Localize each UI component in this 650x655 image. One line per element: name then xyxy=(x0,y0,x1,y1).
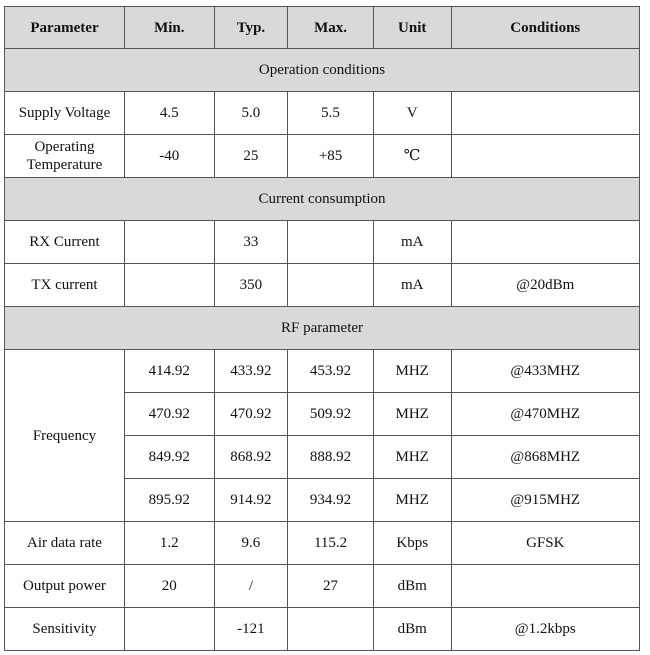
section-row xyxy=(5,178,640,221)
param-rx-current: RX Current xyxy=(5,221,125,264)
section-row xyxy=(5,49,640,92)
table-row xyxy=(5,565,640,608)
cell-max: 453.92 xyxy=(288,350,374,393)
table-row xyxy=(5,522,640,565)
cell-conditions: @433MHZ xyxy=(451,350,640,393)
cell-conditions xyxy=(451,565,640,608)
header-unit: Unit xyxy=(373,7,451,49)
cell-typ: 868.92 xyxy=(214,436,288,479)
cell-typ: 5.0 xyxy=(214,92,288,135)
cell-unit: V xyxy=(373,92,451,135)
cell-conditions: @470MHZ xyxy=(451,393,640,436)
cell-unit: dBm xyxy=(373,565,451,608)
cell-conditions xyxy=(451,135,640,178)
spec-table xyxy=(4,6,640,651)
cell-typ: 350 xyxy=(214,264,288,307)
header-parameter: Parameter xyxy=(5,7,125,49)
cell-min xyxy=(124,608,214,651)
cell-typ: / xyxy=(214,565,288,608)
section-row xyxy=(5,307,640,350)
cell-unit: MHZ xyxy=(373,393,451,436)
cell-max: 115.2 xyxy=(288,522,374,565)
cell-min: 470.92 xyxy=(124,393,214,436)
cell-max xyxy=(288,608,374,651)
section-rf-parameter: RF parameter xyxy=(5,307,640,350)
param-supply-voltage: Supply Voltage xyxy=(5,92,125,135)
cell-min: 20 xyxy=(124,565,214,608)
table-row xyxy=(5,350,640,393)
table-row xyxy=(5,608,640,651)
header-typ: Typ. xyxy=(214,7,288,49)
header-row xyxy=(5,7,640,49)
table-row xyxy=(5,135,640,178)
cell-unit: ℃ xyxy=(373,135,451,178)
cell-conditions: @915MHZ xyxy=(451,479,640,522)
cell-conditions: @868MHZ xyxy=(451,436,640,479)
cell-min: 849.92 xyxy=(124,436,214,479)
cell-typ: 470.92 xyxy=(214,393,288,436)
cell-max: 934.92 xyxy=(288,479,374,522)
cell-conditions: GFSK xyxy=(451,522,640,565)
cell-typ: 9.6 xyxy=(214,522,288,565)
header-max: Max. xyxy=(288,7,374,49)
cell-unit: Kbps xyxy=(373,522,451,565)
section-operation-conditions: Operation conditions xyxy=(5,49,640,92)
param-operating-temperature: Operating Temperature xyxy=(5,135,125,178)
cell-min xyxy=(124,221,214,264)
cell-unit: MHZ xyxy=(373,436,451,479)
cell-unit: mA xyxy=(373,264,451,307)
cell-min: 414.92 xyxy=(124,350,214,393)
cell-max: +85 xyxy=(288,135,374,178)
cell-unit: dBm xyxy=(373,608,451,651)
cell-typ: -121 xyxy=(214,608,288,651)
cell-unit: mA xyxy=(373,221,451,264)
header-min: Min. xyxy=(124,7,214,49)
cell-min: 4.5 xyxy=(124,92,214,135)
cell-unit: MHZ xyxy=(373,350,451,393)
cell-conditions xyxy=(451,221,640,264)
param-sensitivity: Sensitivity xyxy=(5,608,125,651)
cell-max xyxy=(288,264,374,307)
param-air-data-rate: Air data rate xyxy=(5,522,125,565)
cell-typ: 914.92 xyxy=(214,479,288,522)
cell-conditions xyxy=(451,92,640,135)
table-row xyxy=(5,221,640,264)
cell-min: 895.92 xyxy=(124,479,214,522)
cell-conditions: @20dBm xyxy=(451,264,640,307)
cell-max: 888.92 xyxy=(288,436,374,479)
cell-conditions: @1.2kbps xyxy=(451,608,640,651)
table-row xyxy=(5,92,640,135)
table-row xyxy=(5,264,640,307)
param-tx-current: TX current xyxy=(5,264,125,307)
cell-typ: 33 xyxy=(214,221,288,264)
cell-max: 509.92 xyxy=(288,393,374,436)
cell-min: 1.2 xyxy=(124,522,214,565)
cell-typ: 25 xyxy=(214,135,288,178)
section-current-consumption: Current consumption xyxy=(5,178,640,221)
cell-typ: 433.92 xyxy=(214,350,288,393)
header-conditions: Conditions xyxy=(451,7,640,49)
cell-max: 27 xyxy=(288,565,374,608)
cell-min: -40 xyxy=(124,135,214,178)
cell-max xyxy=(288,221,374,264)
cell-min xyxy=(124,264,214,307)
cell-max: 5.5 xyxy=(288,92,374,135)
param-frequency: Frequency xyxy=(5,350,125,522)
param-output-power: Output power xyxy=(5,565,125,608)
cell-unit: MHZ xyxy=(373,479,451,522)
